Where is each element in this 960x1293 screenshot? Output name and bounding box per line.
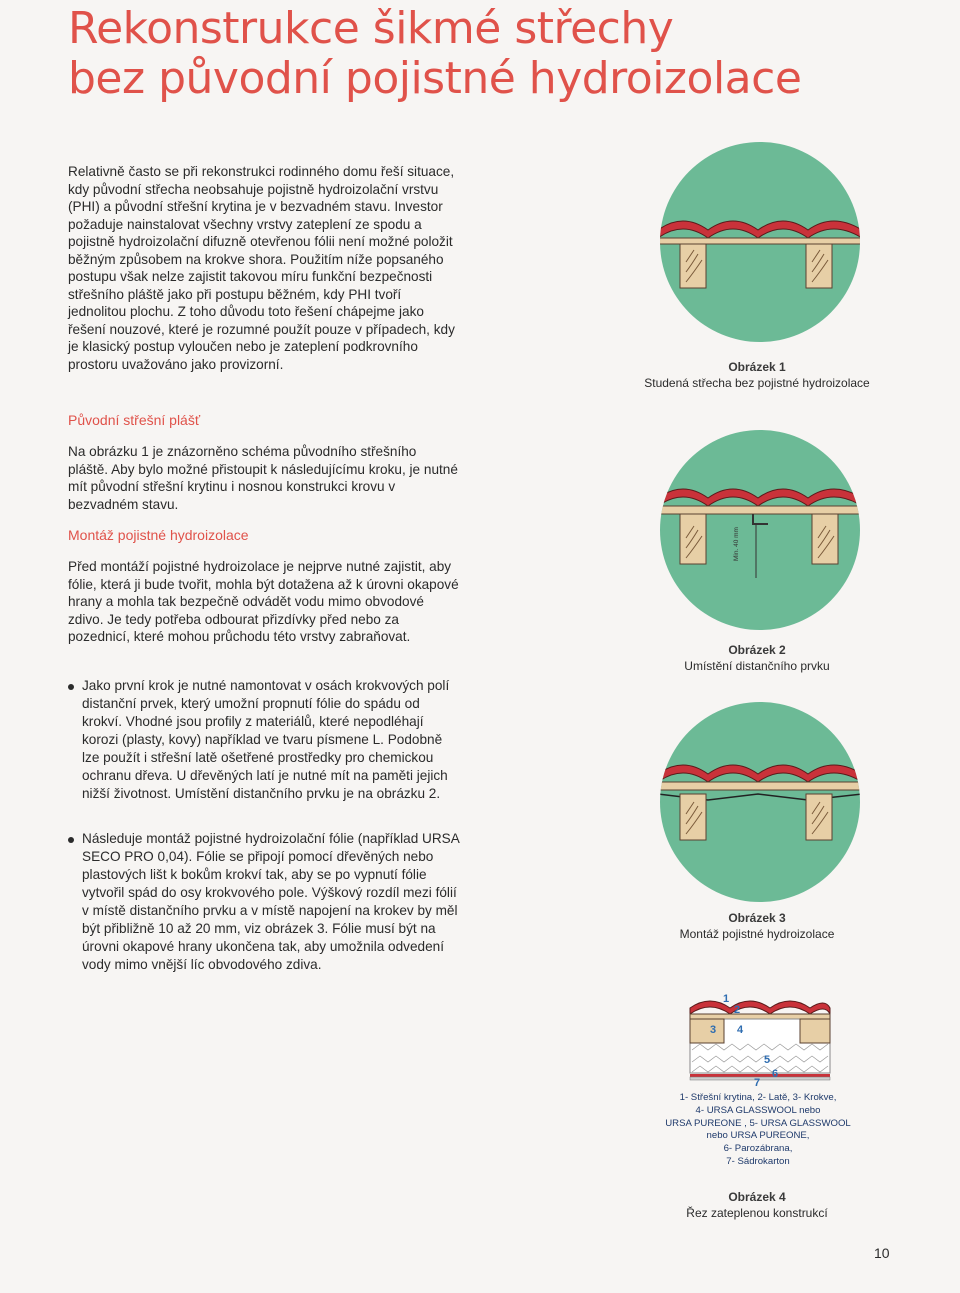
legend-line: 6- Parozábrana, <box>723 1143 793 1155</box>
marker-6: 6 <box>772 1068 779 1080</box>
title-line-2: bez původní pojistné hydroizolace <box>68 53 802 104</box>
legend-line: nebo URSA PUREONE, <box>706 1130 810 1142</box>
marker-1: 1 <box>723 993 730 1005</box>
bullet-text: Jako první krok je nutné namontovat v osách krokvových polí distanční prvek, který umožní propnutí fólie do spádu od krokví. Vhodné jsou profily z materiálů, které nepodléhají korozi (plasty, kovy) například ve tvaru písmene L. Podobně lze použít i střešní latě ošetřené prostředky pro chemickou ochranu dřeva. U dřevěných latí je nutné mít na paměti jejich nižší životnost. Umístění distančního prvku je na obrázku 2. <box>82 678 450 801</box>
figure-2-caption <box>607 642 907 674</box>
section-original-roof-body <box>68 443 460 513</box>
intro-block <box>68 163 460 373</box>
section-installation-body <box>68 558 460 646</box>
intro-paragraph: Relativně často se při rekonstrukci rodinného domu řeší situace, kdy původní střecha neobsahuje pojistně hydroizolační vrstvu (PHI) a původní střešní krytina je v bezvadném stavu. Investor požaduje nainstalovat všechny vrstvy zateplení ze spodu a pojistně hydroizolační difuzně otevřenou fólii není možné položit běžným způsobem na krokve shora. Použitím níže popsaného postupu však nelze zajistit takovou míru funkční bezpečnosti střešního pláště jako při postupu běžném, kdy PHI tvoří jednolitou plochu. Z toho důvodu toto řešení chápejme jako řešení nouzové, které je rozumné použít pouze v případech, kdy je klasický postup vyloučen nebo je zateplení podkrovního prostoru uvažováno jako provizorní. <box>68 164 455 372</box>
original-roof-paragraph: Na obrázku 1 je znázorněno schéma původního střešního pláště. Aby bylo možné přistoupit k následujícímu kroku, je nutné mít původní střešní krytinu i nosnou konstrukci krovu v bezvadném stavu. <box>68 444 458 512</box>
figure-3-membrane-diagram <box>658 700 862 904</box>
legend-line: URSA PUREONE , 5- URSA GLASSWOOL <box>665 1117 851 1129</box>
figure-4-section-diagram <box>680 990 840 1090</box>
dimension-label: Min. 40 mm <box>733 527 740 561</box>
figure-number: Obrázek 4 <box>728 1190 786 1204</box>
marker-3: 3 <box>710 1024 717 1036</box>
bullet-text: Následuje montáž pojistné hydroizolační fólie (například URSA SECO PRO 0,04). Fólie se připojí pomocí dřevěných nebo plastových lišt k bokům krokví tak, aby se po vypnutí fólie vytvořil spád do osy krokvového pole. Výškový rozdíl mezi fólií v místě distančního prvku a v místě napojení na krokev by měl být přibližně 10 až 20 mm, viz obrázek 3. Fólie musí být na úrovni okapové hrany ukončena tak, aby umožnila odvedení vody mimo vnější líc obvodového zdiva. <box>82 831 460 972</box>
installation-paragraph: Před montáží pojistné hydroizolace je nejprve nutné zajistit, aby fólie, která ji bude tvořit, mohla být dotažena až k úrovni okapové hrany a mohla tak bezpečně odvádět vodu mimo obvodové zdivo. Je tedy potřeba odbourat přizdívky před nebo za pozednicí, které mohou průchodu této vrstvy zabraňovat. <box>68 559 459 644</box>
page-number: 10 <box>874 1245 890 1261</box>
figure-caption-text: Montáž pojistné hydroizolace <box>679 927 835 941</box>
title-line-1: Rekonstrukce šikmé střechy <box>68 3 674 54</box>
figure-1-roof-diagram <box>658 140 862 344</box>
legend-line: 7- Sádrokarton <box>726 1155 790 1167</box>
marker-4: 4 <box>737 1024 744 1036</box>
section-heading-original-roof: Původní střešní plášť <box>68 412 201 428</box>
list-item <box>68 677 460 803</box>
marker-5: 5 <box>764 1054 771 1066</box>
legend-line: 4- URSA GLASSWOOL nebo <box>695 1104 821 1116</box>
figure-number: Obrázek 2 <box>728 643 786 657</box>
figure-number: Obrázek 1 <box>728 360 786 374</box>
figure-4-caption <box>607 1189 907 1221</box>
marker-7: 7 <box>754 1077 761 1089</box>
figure-2-spacer-diagram <box>658 428 862 632</box>
figure-3-caption <box>607 910 907 942</box>
bullet-icon <box>68 684 74 690</box>
figure-caption-text: Studená střecha bez pojistné hydroizolace <box>644 376 870 390</box>
figure-caption-text: Umístění distančního prvku <box>684 659 830 673</box>
legend-line: 1- Střešní krytina, 2- Latě, 3- Krokve, <box>679 1092 837 1103</box>
bullet-list-2 <box>68 830 460 974</box>
figure-1-caption <box>607 359 907 391</box>
bullet-list-1 <box>68 677 460 803</box>
figure-4-legend <box>660 1092 856 1169</box>
list-item <box>68 830 460 974</box>
page-title <box>68 4 801 104</box>
figure-caption-text: Řez zateplenou konstrukcí <box>686 1206 828 1220</box>
figure-number: Obrázek 3 <box>728 911 786 925</box>
marker-2: 2 <box>734 1004 741 1016</box>
bullet-icon <box>68 837 74 843</box>
section-heading-installation: Montáž pojistné hydroizolace <box>68 527 249 543</box>
